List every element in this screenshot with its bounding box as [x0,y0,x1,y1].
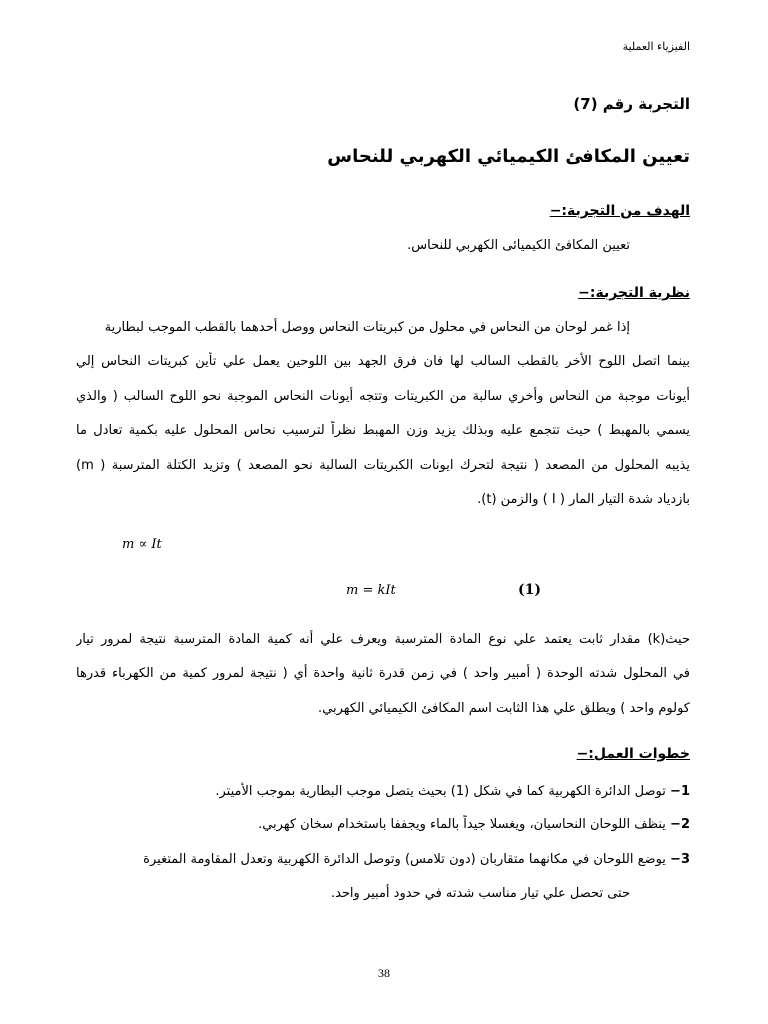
running-header: الفيزياء العملية [622,40,690,53]
experiment-title: تعيين المكافئ الكيميائي الكهربي للنحاس [327,146,690,167]
aim-text: تعيين المكافئ الكيميائى الكهربي للنحاس. [407,238,630,253]
step-text: يوضع اللوحان في مكانهما متقاربان (دون تلامس) وتوصل الدائرة الكهربية وتعدل المقاومة المتغيرة [143,852,666,867]
theory-line: بينما اتصل اللوح الأخر بالقطب السالب لها فان فرق الجهد بين اللوحين يعمل علي تأين كبريتات النحاس إلي [76,354,690,369]
aim-heading: الهدف من التجربة:− [549,203,690,219]
step-number: 2− [670,817,690,832]
step-text: توصل الدائرة الكهربية كما في شكل (1) بحيث يتصل موجب البطارية بموجب الأميتر. [215,784,666,799]
theory-line: يذيبه المحلول من المصعد ( نتيجة لتحرك ايونات الكبريتات السالبة نحو المصعد ) وتزيد الكتلة المترسبة ( m) [76,458,690,473]
step-continuation: حتى تحصل علي تيار مناسب شدته في حدود أمبير واحد. [330,886,630,901]
step-item [76,815,690,835]
theory-line: بازدياد شدة التيار المار ( I ) والزمن (t). [477,492,690,507]
theory-line: إذا غمر لوحان من النحاس في محلول من كبريتات النحاس ووصل أحدهما بالقطب الموجب لبطارية [104,320,630,335]
definition-line: كولوم واحد ) ويطلق علي هذا الثابت اسم المكافئ الكيميائي الكهربي. [318,701,690,716]
main-equation: m = kIt [346,583,396,598]
definition-line: حيث(k) مقدار ثابت يعتمد علي نوع المادة المترسبة ويعرف علي أنه كمية المادة المترسبة نتيجة لمرور تيار [76,632,690,647]
equation-number: (1) [518,582,541,598]
theory-heading: نظرية التجربة:− [578,285,690,301]
theory-line: أيونات موجبة من النحاس وأخري سالبة من الكبريتات وتتجه أيونات النحاس الموجبة نحو اللوح السالب ( والذي [76,389,690,404]
step-number: 1− [670,784,690,799]
definition-line: في المحلول شدته الوحدة ( أمبير واحد ) في زمن قدرة ثانية واحدة أي ( نتيجة لمرور كمية من الكهرباء قدرها [76,666,690,681]
experiment-number: التجربة رقم (7) [573,95,690,113]
step-text: ينظف اللوحان النحاسيان، ويغسلا جيداً بالماء ويجففا باستخدام سخان كهربي. [258,817,666,832]
proportionality-formula: m ∝ It [122,537,162,552]
step-number: 3− [670,852,690,867]
theory-line: يسمي بالمهبط ) حيث تتجمع عليه وبذلك يزيد وزن المهبط نظراً لترسيب نحاس المحلول عليه بكمية تعادل ما [76,423,690,438]
step-item [76,782,690,802]
steps-heading: خطوات العمل:− [576,746,690,762]
page-number: 38 [378,966,390,980]
step-item [76,850,690,870]
